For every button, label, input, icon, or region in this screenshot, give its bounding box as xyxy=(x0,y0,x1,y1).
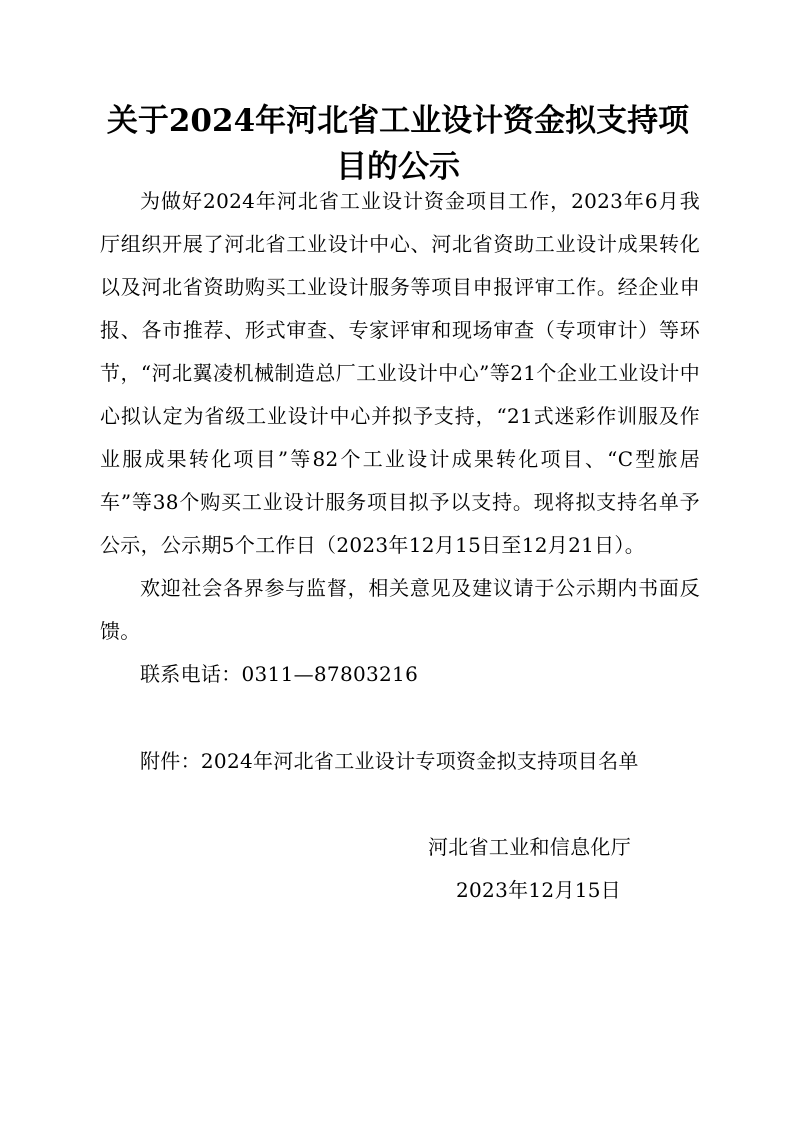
paragraph-feedback: 欢迎社会各界参与监督，相关意见及建议请于公示期内书面反馈。 xyxy=(100,576,700,643)
signature-date: 2023年12月15日 xyxy=(456,878,622,902)
document-body xyxy=(100,180,700,696)
attachment-line: 附件：2024年河北省工业设计专项资金拟支持项目名单 xyxy=(140,749,639,773)
signature-block xyxy=(420,826,660,912)
paragraph-contact: 联系电话：0311—87803216 xyxy=(140,662,419,686)
document-title: 关于2024年河北省工业设计资金拟支持项目的公示 xyxy=(106,103,690,185)
paragraph-main: 为做好2024年河北省工业设计资金项目工作，2023年6月我厅组织开展了河北省工业设计中心、河北省资助工业设计成果转化以及河北省资助购买工业设计服务等项目申报评审工作。经企业申报、各市推荐、形式审查、专家评审和现场审查（专项审计）等环节，“河北翼凌机械制造总厂工业设计中心”等21个企业工业设计中心拟认定为省级工业设计中心并拟予支持，“21式迷彩作训服及作业服成果转化项目”等82个工业设计成果转化项目、“C型旅居车”等38个购买工业设计服务项目拟予以支持。现将拟支持名单予公示，公示期5个工作日（2023年12月15日至12月21日）。 xyxy=(100,189,700,557)
signature-organization: 河北省工业和信息化厅 xyxy=(428,835,631,859)
